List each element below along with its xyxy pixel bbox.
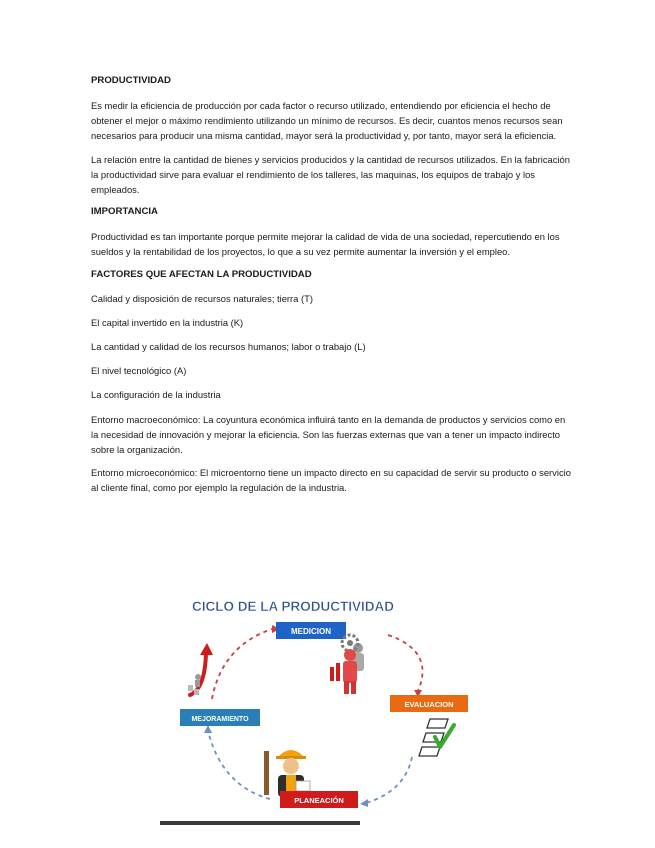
- planeacion-box: [280, 791, 358, 808]
- factor-item: La cantidad y calidad de los recursos humanos; labor o trabajo (L): [91, 340, 366, 352]
- cycle-arrow-bottom-right: [366, 757, 412, 803]
- worker-icon: [264, 750, 310, 797]
- paragraph-relacion: La relación entre la cantidad de bienes y servicios producidos y la cantidad de recursos utilizados. En la fabricación la productividad sirve para evaluar el rendimiento de los talleres, las maquinas, los equipos de trabajo y los empleados.: [91, 153, 570, 196]
- factor-item: El nivel tecnológico (A): [91, 364, 187, 376]
- productivity-cycle-diagram: [160, 591, 490, 831]
- factor-item: Calidad y disposición de recursos naturales; tierra (T): [91, 292, 313, 304]
- document-body: [91, 74, 571, 504]
- heading-importancia: IMPORTANCIA: [91, 206, 158, 218]
- evaluacion-box: [390, 695, 468, 712]
- cycle-arrow-top-left: [212, 629, 272, 699]
- heading-productividad: PRODUCTIVIDAD: [91, 75, 171, 86]
- diagram-shadow: [160, 821, 360, 825]
- mejoramiento-label: MEJORAMIENTO: [191, 716, 249, 723]
- cycle-arrow-top-right: [388, 635, 423, 691]
- checklist-icon: [419, 719, 454, 756]
- factor-item: El capital invertido en la industria (K): [91, 316, 244, 328]
- medicion-label: MEDICION: [291, 627, 331, 636]
- heading-factores: FACTORES QUE AFECTAN LA PRODUCTIVIDAD: [91, 268, 312, 280]
- paragraph-microeconomico: Entorno microeconómico: El microentorno tiene un impacto directo en su capacidad de servir su producto o servicio al cliente final, como por ejemplo la regulación de la industria.: [91, 467, 571, 494]
- mejoramiento-box: [180, 709, 260, 726]
- growth-arrow-icon: [188, 643, 213, 695]
- evaluacion-label: EVALUACION: [404, 700, 454, 709]
- paragraph-macroeconomico: Entorno macroeconómico: La coyuntura económica influirá tanto en la demanda de productos y servicios como en la necesidad de innovación y mejorar la eficiencia. Son las fuerzas externas que van a tener un impacto indirecto sobre la organización.: [91, 413, 566, 456]
- planeacion-label: PLANEACIÓN: [294, 796, 344, 805]
- diagram-title: CICLO DE LA PRODUCTIVIDAD: [192, 599, 394, 614]
- paragraph-definicion: Es medir la eficiencia de producción por cada factor o recurso utilizado, entendiendo por eficiencia el hecho de obtener el mejor o máximo rendimiento utilizando un mínimo de recursos. Es decir, cuantos menos recursos sean necesarios para producir una misma cantidad, mayor será la productividad y, por tanto, mayor será la eficiencia.: [91, 100, 563, 142]
- medicion-box: [276, 622, 346, 639]
- factor-item: La configuración de la industria: [91, 388, 221, 400]
- cycle-arrow-bottom-left: [208, 731, 270, 799]
- team-icon: [330, 635, 364, 694]
- paragraph-importancia: Productividad es tan importante porque permite mejorar la calidad de vida de una sociedad, repercutiendo en los sueldos y la rentabilidad de los proyectos, lo que a su vez permite aumentar la inversión y el empleo.: [91, 231, 560, 258]
